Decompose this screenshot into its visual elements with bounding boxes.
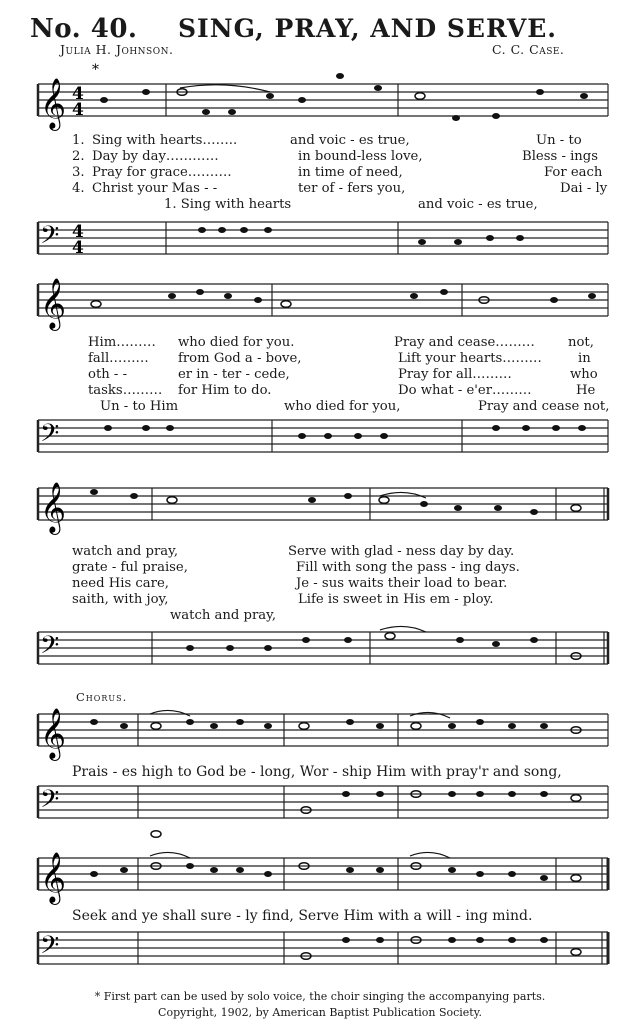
hymn-title: SING, PRAY, AND SERVE.: [178, 14, 558, 43]
bass-clef-icon: 𝄢: [40, 631, 60, 666]
asterisk-mark: *: [92, 62, 99, 78]
bass-clef-icon: 𝄢: [40, 221, 60, 256]
bass-clef-icon: 𝄢: [40, 419, 60, 454]
chorus-label: Chorus.: [76, 690, 128, 704]
chorus-line-2: Seek and ye shall sure - ly find, Serve Him with a will - ing mind.: [72, 908, 533, 924]
svg-text:4: 4: [72, 238, 84, 258]
svg-text:4: 4: [72, 222, 84, 242]
staff-system2-treble: [0, 270, 640, 340]
treble-clef-icon: 𝄞: [40, 852, 67, 903]
composer-credit: C. C. Case.: [492, 42, 565, 57]
treble-clef-icon: 𝄞: [40, 78, 67, 129]
bass-clef-icon: 𝄢: [40, 785, 60, 820]
staff-system3-treble: [0, 468, 640, 548]
svg-text:4: 4: [72, 100, 84, 120]
staff-system1-bass: [0, 210, 640, 270]
verse-line: 1. Sing with hearts……..: [72, 133, 238, 148]
author-credit: Julia H. Johnson.: [60, 42, 174, 57]
treble-clef-icon: 𝄞: [40, 708, 67, 759]
chorus-line-1: Prais - es high to God be - long, Wor - ship Him with pray'r and song,: [72, 764, 562, 780]
staff-chorus2-bass: [0, 918, 640, 982]
bass-clef-icon: 𝄢: [40, 931, 60, 966]
footnote: * First part can be used by solo voice, the choir singing the accompanying parts.: [94, 990, 546, 1003]
hymn-number: No. 40.: [30, 14, 138, 44]
verse-line: 4. Christ your Mas - -: [72, 181, 218, 196]
treble-clef-icon: 𝄞: [40, 482, 67, 533]
verse-line: 3. Pray for grace……….: [72, 165, 232, 180]
treble-clef-icon: 𝄞: [40, 278, 67, 329]
staff-chorus1-bass: [0, 772, 640, 836]
staff-system2-bass: [0, 408, 640, 468]
staff-chorus2-treble: [0, 844, 640, 908]
staff-chorus1-treble: [0, 700, 640, 764]
svg-text:4: 4: [72, 84, 84, 104]
copyright-notice: Copyright, 1902, by American Baptist Publication Society.: [158, 1006, 482, 1019]
verse-line: 2. Day by day…………: [72, 149, 219, 164]
staff-system3-bass: [0, 618, 640, 688]
